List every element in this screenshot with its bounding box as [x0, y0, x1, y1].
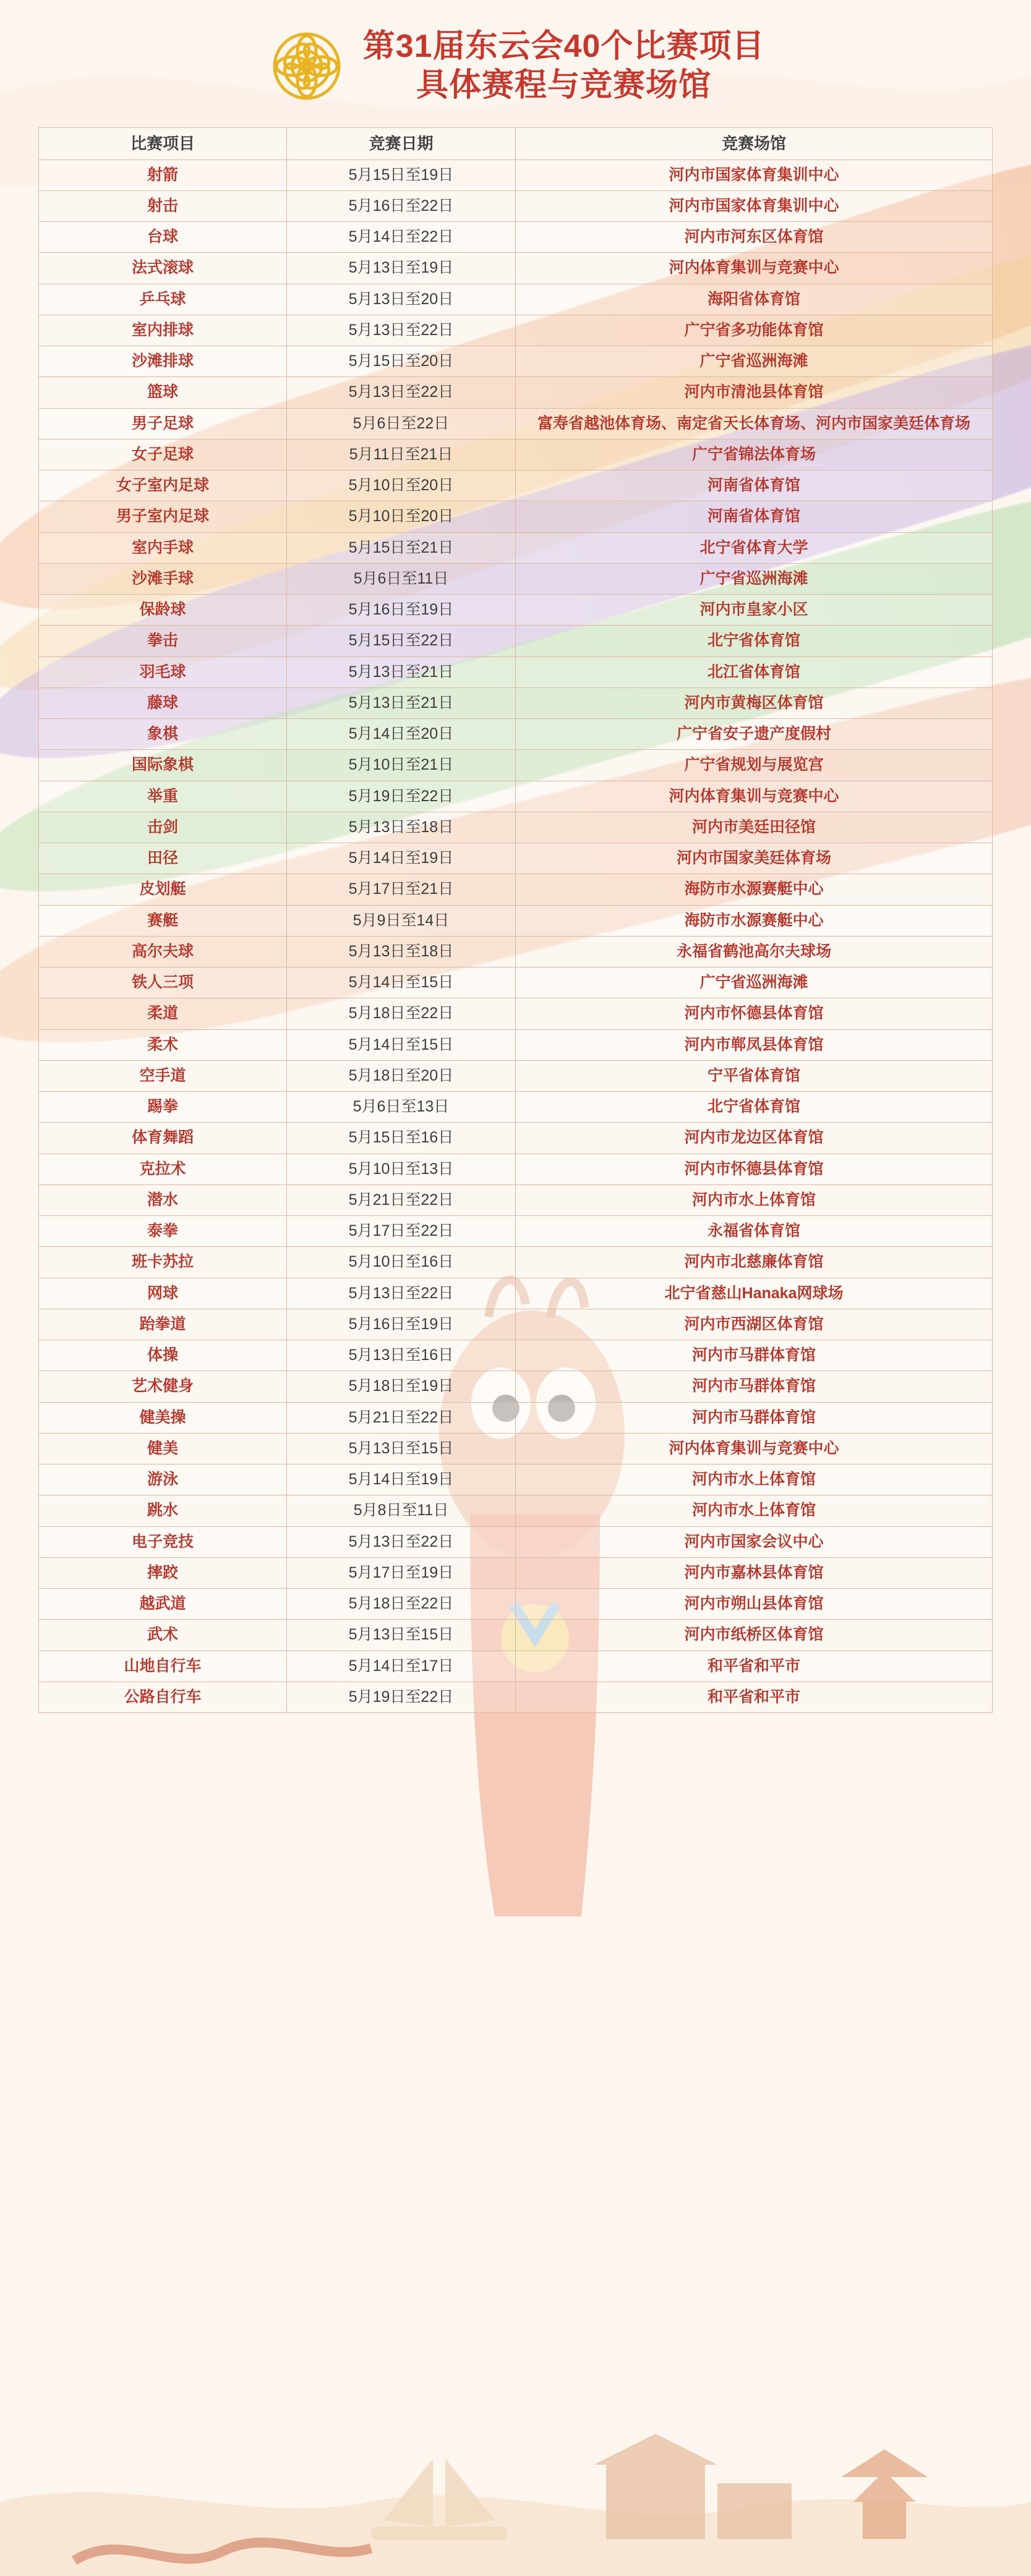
- cell-venue: 河内体育集训与竞赛中心: [515, 781, 992, 812]
- cell-sport: 射击: [39, 190, 287, 221]
- cell-venue: 河内市纸桥区体育馆: [515, 1620, 992, 1651]
- cell-date: 5月18日至19日: [286, 1371, 515, 1402]
- cell-sport: 体操: [39, 1340, 287, 1371]
- bottom-cityscape-decoration: [0, 2316, 1031, 2576]
- cell-venue: 河内市黄梅区体育馆: [515, 687, 992, 718]
- cell-date: 5月9日至14日: [286, 905, 515, 936]
- schedule-table-wrapper: [38, 127, 993, 1713]
- table-row: [39, 377, 993, 408]
- cell-venue: 河南省体育馆: [515, 470, 992, 501]
- cell-date: 5月18日至22日: [286, 998, 515, 1029]
- table-row: [39, 1589, 993, 1620]
- cell-venue: 河内市马群体育馆: [515, 1340, 992, 1371]
- table-row: [39, 750, 993, 781]
- table-row: [39, 284, 993, 315]
- cell-venue: 河内市河东区体育馆: [515, 222, 992, 253]
- table-row: [39, 1029, 993, 1060]
- cell-sport: 克拉术: [39, 1154, 287, 1184]
- table-row: [39, 1681, 993, 1712]
- cell-date: 5月8日至11日: [286, 1495, 515, 1526]
- cell-date: 5月14日至22日: [286, 222, 515, 253]
- cell-venue: 河内市嘉林县体育馆: [515, 1557, 992, 1588]
- cell-sport: 健美操: [39, 1402, 287, 1433]
- cell-date: 5月16日至22日: [286, 190, 515, 221]
- cell-date: 5月15日至16日: [286, 1123, 515, 1154]
- schedule-table: [38, 127, 993, 1713]
- table-row: [39, 843, 993, 874]
- cell-date: 5月14日至19日: [286, 843, 515, 874]
- cell-venue: 永福省体育馆: [515, 1216, 992, 1247]
- cell-venue: 海防市水源赛艇中心: [515, 874, 992, 905]
- cell-sport: 赛艇: [39, 905, 287, 936]
- cell-date: 5月14日至20日: [286, 719, 515, 750]
- cell-date: 5月13日至22日: [286, 315, 515, 346]
- cell-date: 5月17日至21日: [286, 874, 515, 905]
- table-row: [39, 1495, 993, 1526]
- cell-date: 5月6日至13日: [286, 1092, 515, 1123]
- cell-date: 5月11日至21日: [286, 439, 515, 470]
- cell-date: 5月13日至16日: [286, 1340, 515, 1371]
- table-row: [39, 687, 993, 718]
- cell-sport: 男子足球: [39, 408, 287, 439]
- cell-venue: 广宁省锦法体育场: [515, 439, 992, 470]
- cell-venue: 广宁省巡洲海滩: [515, 967, 992, 998]
- cell-date: 5月14日至15日: [286, 967, 515, 998]
- cell-date: 5月10日至20日: [286, 501, 515, 532]
- cell-venue: 河内市怀德县体育馆: [515, 1154, 992, 1184]
- table-row: [39, 595, 993, 626]
- cell-venue: 和平省和平市: [515, 1681, 992, 1712]
- cell-venue: 河内体育集训与竞赛中心: [515, 1433, 992, 1464]
- cell-date: 5月15日至21日: [286, 532, 515, 563]
- table-row: [39, 1340, 993, 1371]
- cell-date: 5月14日至19日: [286, 1464, 515, 1495]
- table-row: [39, 439, 993, 470]
- cell-venue: 河内市国家体育集训中心: [515, 190, 992, 221]
- cell-date: 5月13日至22日: [286, 1278, 515, 1309]
- cell-sport: 武术: [39, 1620, 287, 1651]
- cell-sport: 跆拳道: [39, 1309, 287, 1340]
- cell-venue: 河内市水上体育馆: [515, 1184, 992, 1215]
- cell-date: 5月17日至19日: [286, 1557, 515, 1588]
- column-header-sport: 比赛项目: [39, 128, 287, 160]
- table-row: [39, 1092, 993, 1123]
- cell-venue: 广宁省巡洲海滩: [515, 563, 992, 594]
- cell-venue: 广宁省巡洲海滩: [515, 346, 992, 377]
- table-row: [39, 812, 993, 843]
- table-row: [39, 1433, 993, 1464]
- cell-date: 5月13日至15日: [286, 1433, 515, 1464]
- cell-sport: 乒乓球: [39, 284, 287, 315]
- table-row: [39, 626, 993, 657]
- cell-sport: 羽毛球: [39, 657, 287, 687]
- cell-date: 5月6日至11日: [286, 563, 515, 594]
- table-row: [39, 1278, 993, 1309]
- table-row: [39, 1309, 993, 1340]
- table-row: [39, 1620, 993, 1651]
- cell-venue: 北江省体育馆: [515, 657, 992, 687]
- cell-venue: 宁平省体育馆: [515, 1060, 992, 1091]
- cell-date: 5月18日至20日: [286, 1060, 515, 1091]
- cell-date: 5月10日至16日: [286, 1247, 515, 1278]
- cell-date: 5月15日至19日: [286, 159, 515, 190]
- table-row: [39, 1557, 993, 1588]
- cell-date: 5月17日至22日: [286, 1216, 515, 1247]
- cell-venue: 河内市美廷田径馆: [515, 812, 992, 843]
- cell-date: 5月13日至18日: [286, 936, 515, 967]
- cell-sport: 山地自行车: [39, 1651, 287, 1681]
- cell-date: 5月13日至21日: [286, 657, 515, 687]
- cell-sport: 空手道: [39, 1060, 287, 1091]
- table-row: [39, 1154, 993, 1184]
- cell-sport: 沙滩排球: [39, 346, 287, 377]
- cell-sport: 网球: [39, 1278, 287, 1309]
- table-row: [39, 1402, 993, 1433]
- cell-sport: 女子室内足球: [39, 470, 287, 501]
- table-row: [39, 1060, 993, 1091]
- cell-date: 5月13日至15日: [286, 1620, 515, 1651]
- cell-date: 5月14日至15日: [286, 1029, 515, 1060]
- cell-date: 5月10日至21日: [286, 750, 515, 781]
- table-row: [39, 532, 993, 563]
- cell-venue: 河内市水上体育馆: [515, 1495, 992, 1526]
- table-row: [39, 1216, 993, 1247]
- table-row: [39, 563, 993, 594]
- cell-sport: 男子室内足球: [39, 501, 287, 532]
- cell-sport: 射箭: [39, 159, 287, 190]
- cell-venue: 北宁省慈山Hanaka网球场: [515, 1278, 992, 1309]
- cell-sport: 班卡苏拉: [39, 1247, 287, 1278]
- cell-sport: 踢拳: [39, 1092, 287, 1123]
- cell-venue: 广宁省规划与展览宫: [515, 750, 992, 781]
- cell-date: 5月16日至19日: [286, 595, 515, 626]
- table-row: [39, 905, 993, 936]
- cell-date: 5月6日至22日: [286, 408, 515, 439]
- page-title-line-1: 第31届东云会40个比赛项目: [362, 28, 765, 64]
- page-title-line-2: 具体赛程与竞赛场馆: [416, 67, 711, 103]
- table-row: [39, 1526, 993, 1557]
- table-row: [39, 159, 993, 190]
- cell-venue: 广宁省多功能体育馆: [515, 315, 992, 346]
- table-body: [39, 159, 993, 1713]
- cell-venue: 河内市怀德县体育馆: [515, 998, 992, 1029]
- cell-venue: 河内市马群体育馆: [515, 1371, 992, 1402]
- cell-date: 5月15日至22日: [286, 626, 515, 657]
- cell-sport: 国际象棋: [39, 750, 287, 781]
- cell-sport: 潜水: [39, 1184, 287, 1215]
- table-row: [39, 1371, 993, 1402]
- cell-date: 5月13日至20日: [286, 284, 515, 315]
- cell-sport: 沙滩手球: [39, 563, 287, 594]
- cell-venue: 河内市郸凤县体育馆: [515, 1029, 992, 1060]
- table-row: [39, 222, 993, 253]
- cell-venue: 河内市国家美廷体育场: [515, 843, 992, 874]
- table-row: [39, 781, 993, 812]
- cell-date: 5月13日至22日: [286, 1526, 515, 1557]
- table-row: [39, 719, 993, 750]
- cell-date: 5月14日至17日: [286, 1651, 515, 1681]
- cell-sport: 体育舞蹈: [39, 1123, 287, 1154]
- cell-venue: 河南省体育馆: [515, 501, 992, 532]
- cell-venue: 河内市朔山县体育馆: [515, 1589, 992, 1620]
- cell-sport: 泰拳: [39, 1216, 287, 1247]
- table-row: [39, 408, 993, 439]
- cell-date: 5月21日至22日: [286, 1402, 515, 1433]
- cell-venue: 河内市西湖区体育馆: [515, 1309, 992, 1340]
- table-row: [39, 874, 993, 905]
- cell-sport: 健美: [39, 1433, 287, 1464]
- cell-date: 5月13日至22日: [286, 377, 515, 408]
- cell-sport: 女子足球: [39, 439, 287, 470]
- cell-date: 5月10日至20日: [286, 470, 515, 501]
- table-row: [39, 1464, 993, 1495]
- cell-sport: 跳水: [39, 1495, 287, 1526]
- cell-date: 5月13日至21日: [286, 687, 515, 718]
- cell-date: 5月15日至20日: [286, 346, 515, 377]
- cell-venue: 河内市水上体育馆: [515, 1464, 992, 1495]
- cell-venue: 和平省和平市: [515, 1651, 992, 1681]
- cell-sport: 室内手球: [39, 532, 287, 563]
- cell-venue: 河内市清池县体育馆: [515, 377, 992, 408]
- table-row: [39, 190, 993, 221]
- table-row: [39, 657, 993, 687]
- cell-venue: 河内市北慈廉体育馆: [515, 1247, 992, 1278]
- cell-venue: 河内市皇家小区: [515, 595, 992, 626]
- cell-venue: 北宁省体育馆: [515, 626, 992, 657]
- table-row: [39, 346, 993, 377]
- cell-sport: 法式滚球: [39, 253, 287, 284]
- cell-date: 5月18日至22日: [286, 1589, 515, 1620]
- cell-sport: 柔术: [39, 1029, 287, 1060]
- cell-venue: 北宁省体育馆: [515, 1092, 992, 1123]
- cell-date: 5月13日至18日: [286, 812, 515, 843]
- cell-sport: 游泳: [39, 1464, 287, 1495]
- cell-date: 5月10日至13日: [286, 1154, 515, 1184]
- cell-venue: 河内市龙边区体育馆: [515, 1123, 992, 1154]
- cell-venue: 永福省鹤池高尔夫球场: [515, 936, 992, 967]
- cell-sport: 柔道: [39, 998, 287, 1029]
- cell-venue: 海防市水源赛艇中心: [515, 905, 992, 936]
- table-row: [39, 936, 993, 967]
- cell-date: 5月19日至22日: [286, 781, 515, 812]
- cell-sport: 铁人三项: [39, 967, 287, 998]
- cell-sport: 艺术健身: [39, 1371, 287, 1402]
- cell-sport: 保龄球: [39, 595, 287, 626]
- table-row: [39, 1123, 993, 1154]
- cell-sport: 电子竞技: [39, 1526, 287, 1557]
- flower-medallion-logo-icon: [267, 26, 347, 106]
- table-row: [39, 1651, 993, 1681]
- table-row: [39, 1184, 993, 1215]
- page-title: [363, 27, 765, 106]
- cell-venue: 海阳省体育馆: [515, 284, 992, 315]
- cell-venue: 富寿省越池体育场、南定省天长体育场、河内市国家美廷体育场: [515, 408, 992, 439]
- cell-venue: 河内市马群体育馆: [515, 1402, 992, 1433]
- cell-sport: 越武道: [39, 1589, 287, 1620]
- table-row: [39, 315, 993, 346]
- table-row: [39, 1247, 993, 1278]
- cell-sport: 击剑: [39, 812, 287, 843]
- cell-venue: 北宁省体育大学: [515, 532, 992, 563]
- cell-date: 5月21日至22日: [286, 1184, 515, 1215]
- cell-sport: 台球: [39, 222, 287, 253]
- table-row: [39, 501, 993, 532]
- cell-sport: 摔跤: [39, 1557, 287, 1588]
- cell-venue: 河内市国家体育集训中心: [515, 159, 992, 190]
- cell-venue: 河内市国家会议中心: [515, 1526, 992, 1557]
- cell-date: 5月19日至22日: [286, 1681, 515, 1712]
- cell-sport: 公路自行车: [39, 1681, 287, 1712]
- table-header-row: [39, 128, 993, 160]
- cell-venue: 河内体育集训与竞赛中心: [515, 253, 992, 284]
- table-row: [39, 967, 993, 998]
- cell-sport: 田径: [39, 843, 287, 874]
- cell-sport: 高尔夫球: [39, 936, 287, 967]
- cell-sport: 室内排球: [39, 315, 287, 346]
- cell-sport: 举重: [39, 781, 287, 812]
- cell-date: 5月13日至19日: [286, 253, 515, 284]
- page-header: [0, 0, 1031, 122]
- cell-sport: 篮球: [39, 377, 287, 408]
- column-header-venue: 竞赛场馆: [515, 128, 992, 160]
- table-row: [39, 470, 993, 501]
- cell-sport: 皮划艇: [39, 874, 287, 905]
- cell-sport: 拳击: [39, 626, 287, 657]
- cell-sport: 藤球: [39, 687, 287, 718]
- column-header-date: 竞赛日期: [286, 128, 515, 160]
- cell-date: 5月16日至19日: [286, 1309, 515, 1340]
- cell-sport: 象棋: [39, 719, 287, 750]
- table-row: [39, 253, 993, 284]
- cell-venue: 广宁省安子遗产度假村: [515, 719, 992, 750]
- table-row: [39, 998, 993, 1029]
